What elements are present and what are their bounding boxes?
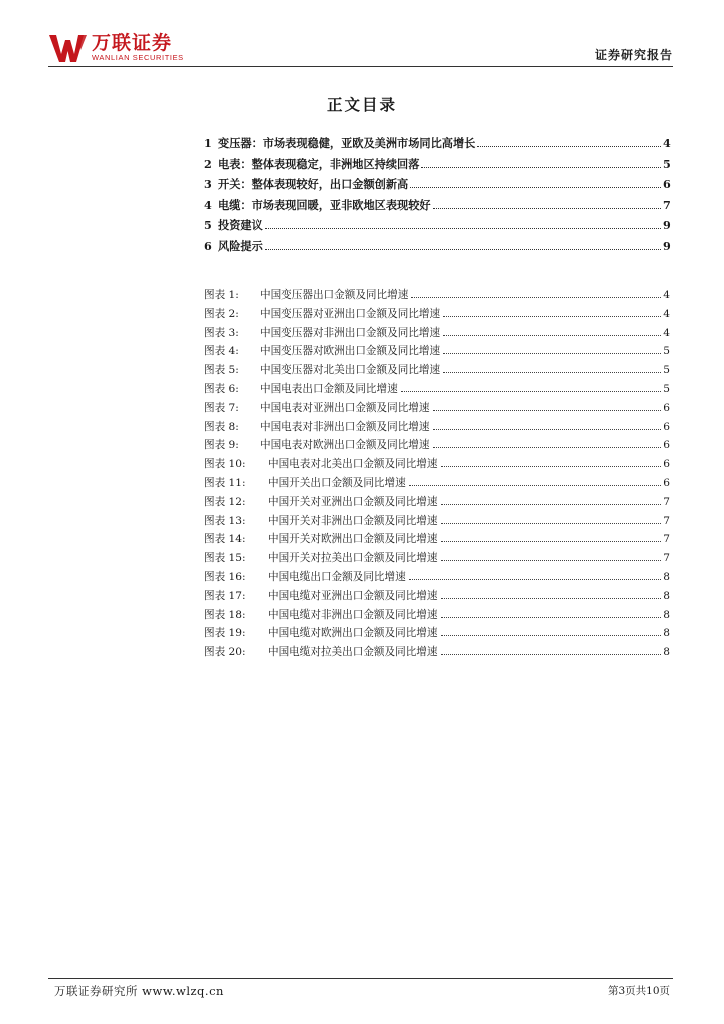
dot-leader xyxy=(441,523,662,524)
figure-entry-title: 中国电缆对非洲出口金额及同比增速 xyxy=(268,608,438,621)
figure-entry-page: 5 xyxy=(663,382,670,395)
toc-entry-title: 投资建议 xyxy=(218,218,263,233)
page-header xyxy=(48,32,673,62)
figure-entry-page: 8 xyxy=(663,608,670,621)
figure-entry-label: 图表 2: xyxy=(204,307,239,320)
dot-leader xyxy=(265,228,661,229)
figure-entry-title: 中国电表对北美出口金额及同比增速 xyxy=(268,458,438,471)
toc-entry[interactable] xyxy=(204,156,670,177)
figure-entry-title: 中国电表对亚洲出口金额及同比增速 xyxy=(260,401,430,414)
logo-chinese-name: 万联证券 xyxy=(92,32,173,54)
footer-source: 万联证券研究所 www.wlzq.cn xyxy=(54,984,224,998)
toc-title: 正文目录 xyxy=(326,95,397,114)
figure-entry-title: 中国开关对欧洲出口金额及同比增速 xyxy=(268,533,438,546)
toc-entry-page: 9 xyxy=(663,218,671,233)
figure-entry-title: 中国电表对非洲出口金额及同比增速 xyxy=(260,420,430,433)
dot-leader xyxy=(443,335,661,336)
figure-entry-page: 8 xyxy=(663,589,670,602)
figure-entry[interactable] xyxy=(204,456,670,475)
company-logo xyxy=(48,32,184,64)
figure-entry-page: 4 xyxy=(663,307,670,320)
toc-entry-number: 2 xyxy=(204,156,212,171)
dot-leader xyxy=(433,410,662,411)
dot-leader xyxy=(433,447,662,448)
figure-entry-label: 图表 12: xyxy=(204,495,246,508)
wanlian-logo-icon xyxy=(48,32,88,64)
dot-leader xyxy=(443,316,661,317)
dot-leader xyxy=(441,635,662,636)
dot-leader xyxy=(441,504,662,505)
toc-entry[interactable] xyxy=(204,197,670,218)
figure-entry-label: 图表 20: xyxy=(204,646,246,659)
figure-entry-label: 图表 6: xyxy=(204,382,239,395)
figure-entry-page: 7 xyxy=(663,552,670,565)
figure-entry-page: 6 xyxy=(663,401,670,414)
toc-entry-page: 9 xyxy=(663,238,671,253)
page-number: 第3页共10页 xyxy=(607,985,670,997)
figure-entry-label: 图表 4: xyxy=(204,345,239,358)
dot-leader xyxy=(433,429,662,430)
figure-entry[interactable] xyxy=(204,531,670,550)
figure-entry-label: 图表 14: xyxy=(204,533,246,546)
figure-entry[interactable] xyxy=(204,437,670,456)
figure-entry-title: 中国电缆对亚洲出口金额及同比增速 xyxy=(268,589,438,602)
figure-entry-page: 6 xyxy=(663,439,670,452)
figure-entry[interactable] xyxy=(204,588,670,607)
dot-leader xyxy=(441,466,662,467)
figure-entry-page: 7 xyxy=(663,533,670,546)
figure-entry-label: 图表 11: xyxy=(204,476,246,489)
figure-entry[interactable] xyxy=(204,625,670,644)
dot-leader xyxy=(409,485,661,486)
figure-entry-title: 中国开关对非洲出口金额及同比增速 xyxy=(268,514,438,527)
figure-entry-page: 7 xyxy=(663,495,670,508)
toc-entry-page: 4 xyxy=(663,136,671,150)
figure-entry-label: 图表 9: xyxy=(204,439,239,452)
figure-entry[interactable] xyxy=(204,306,670,325)
figure-entry[interactable] xyxy=(204,569,670,588)
figure-entry-page: 5 xyxy=(663,364,670,377)
figure-entry-title: 中国电缆对拉美出口金额及同比增速 xyxy=(268,646,438,659)
figure-entry[interactable] xyxy=(204,494,670,513)
figure-entry-label: 图表 17: xyxy=(204,589,246,602)
figure-entry[interactable] xyxy=(204,513,670,532)
dot-leader xyxy=(265,249,661,250)
figure-entry[interactable] xyxy=(204,400,670,419)
figure-entry-label: 图表 16: xyxy=(204,570,246,583)
figure-entry-title: 中国开关出口金额及同比增速 xyxy=(268,476,406,489)
figure-entry-title: 中国开关对亚洲出口金额及同比增速 xyxy=(268,495,438,508)
figure-entry-label: 图表 10: xyxy=(204,458,246,471)
figure-entry-page: 6 xyxy=(663,420,670,433)
dot-leader xyxy=(441,541,662,542)
dot-leader xyxy=(443,353,661,354)
figure-entry[interactable] xyxy=(204,475,670,494)
figure-entry-title: 中国变压器对北美出口金额及同比增速 xyxy=(260,364,441,377)
figure-entry-label: 图表 18: xyxy=(204,608,246,621)
header-divider xyxy=(48,66,673,67)
toc-entry-title: 变压器：市场表现稳健，亚欧及美洲市场同比高增长 xyxy=(218,136,476,150)
toc-entry-page: 5 xyxy=(663,156,671,171)
toc-entry-title: 风险提示 xyxy=(218,238,263,253)
figure-entry[interactable] xyxy=(204,287,670,306)
logo-english-name: WANLIAN SECURITIES xyxy=(92,53,184,62)
figure-entry[interactable] xyxy=(204,381,670,400)
figure-entry-title: 中国开关对拉美出口金额及同比增速 xyxy=(268,552,438,565)
figure-entry-page: 8 xyxy=(663,627,670,640)
figure-entry[interactable] xyxy=(204,607,670,626)
figure-entry-label: 图表 7: xyxy=(204,401,239,414)
figure-entry-title: 中国电缆出口金额及同比增速 xyxy=(268,570,406,583)
figure-entry[interactable] xyxy=(204,325,670,344)
figure-entry-page: 8 xyxy=(663,570,670,583)
figure-entry-label: 图表 3: xyxy=(204,326,239,339)
dot-leader xyxy=(441,654,662,655)
toc-entry-page: 7 xyxy=(663,197,671,212)
dot-leader xyxy=(433,208,661,209)
figure-entry[interactable] xyxy=(204,362,670,381)
figure-entry-title: 中国电表出口金额及同比增速 xyxy=(260,382,398,395)
dot-leader xyxy=(411,297,661,298)
figure-entry-title: 中国变压器对欧洲出口金额及同比增速 xyxy=(260,345,441,358)
figure-entry[interactable] xyxy=(204,419,670,438)
figure-entry-page: 6 xyxy=(663,458,670,471)
figure-entry-title: 中国变压器对亚洲出口金额及同比增速 xyxy=(260,307,441,320)
figure-entry[interactable] xyxy=(204,550,670,569)
toc-entry-number: 6 xyxy=(204,238,212,253)
toc-entry-title: 电表：整体表现稳定，非洲地区持续回落 xyxy=(218,156,420,171)
toc-entry[interactable] xyxy=(204,135,670,156)
figure-entry-label: 图表 15: xyxy=(204,552,246,565)
figure-entry-page: 7 xyxy=(663,514,670,527)
toc-entry[interactable] xyxy=(204,238,670,259)
toc-entry-number: 4 xyxy=(204,197,212,212)
figure-entry[interactable] xyxy=(204,644,670,663)
figure-entry-label: 图表 13: xyxy=(204,514,246,527)
dot-leader xyxy=(477,146,661,147)
dot-leader xyxy=(441,617,662,618)
toc-entry-title: 电缆：市场表现回暖，亚非欧地区表现较好 xyxy=(218,197,431,212)
figure-entry-title: 中国变压器出口金额及同比增速 xyxy=(260,289,409,301)
figure-entry-page: 6 xyxy=(663,476,670,489)
toc-entry[interactable] xyxy=(204,217,670,238)
figure-entry-page: 4 xyxy=(663,326,670,339)
dot-leader xyxy=(441,598,662,599)
figure-entry-page: 8 xyxy=(663,646,670,659)
toc-entry-title: 开关：整体表现较好，出口金额创新高 xyxy=(218,177,409,192)
toc-entry-page: 6 xyxy=(663,177,671,192)
toc-entry[interactable] xyxy=(204,176,670,197)
dot-leader xyxy=(409,579,661,580)
figure-entry-title: 中国电表对欧洲出口金额及同比增速 xyxy=(260,439,430,452)
figure-entry[interactable] xyxy=(204,343,670,362)
dot-leader xyxy=(421,167,661,168)
figure-entry-page: 5 xyxy=(663,345,670,358)
figure-entry-title: 中国电缆对欧洲出口金额及同比增速 xyxy=(268,627,438,640)
figure-entry-title: 中国变压器对非洲出口金额及同比增速 xyxy=(260,326,441,339)
dot-leader xyxy=(441,560,662,561)
figure-index xyxy=(204,287,670,663)
toc-entry-number: 1 xyxy=(204,136,212,150)
figure-entry-label: 图表 19: xyxy=(204,627,246,640)
figure-entry-label: 图表 5: xyxy=(204,364,239,377)
toc-entry-number: 3 xyxy=(204,177,212,192)
figure-entry-label: 图表 1: xyxy=(204,289,239,301)
footer-divider xyxy=(48,978,673,979)
dot-leader xyxy=(410,187,661,188)
toc-entry-number: 5 xyxy=(204,218,212,233)
report-type-label: 证券研究报告 xyxy=(594,48,673,62)
figure-entry-label: 图表 8: xyxy=(204,420,239,433)
table-of-contents xyxy=(204,135,670,259)
dot-leader xyxy=(401,391,661,392)
dot-leader xyxy=(443,372,661,373)
figure-entry-page: 4 xyxy=(663,289,670,301)
